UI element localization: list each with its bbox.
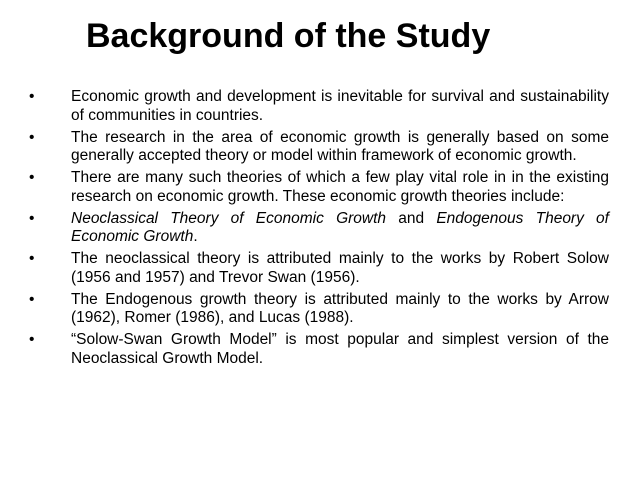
bullet-text: The neoclassical theory is attributed mainly to the works by Robert Solow (1956 and 1957) and Trevor Swan (1956). xyxy=(71,250,609,286)
bullet-text: Economic growth and development is inevitable for survival and sustainability of communities in countries. xyxy=(71,88,609,124)
bullet-item xyxy=(29,331,609,368)
bullet-marker: • xyxy=(29,88,35,105)
bullet-marker: • xyxy=(29,290,35,308)
bullet-item xyxy=(29,291,609,328)
slide-title: Background of the Study xyxy=(86,17,491,55)
bullet-text: “Solow-Swan Growth Model” is most popular and simplest version of the Neoclassical Growth Model. xyxy=(71,331,609,367)
bullet-text: The research in the area of economic growth is generally based on some generally accepted theory or model within framework of economic growth. xyxy=(71,128,609,164)
bullet-marker: • xyxy=(29,169,35,186)
bullet-end-punctuation: . xyxy=(193,228,198,245)
bullet-item xyxy=(29,250,609,287)
bullet-text: There are many such theories of which a few play vital role in in the existing research on economic growth. These economic growth theories include: xyxy=(71,169,609,205)
bullet-text: The Endogenous growth theory is attributed mainly to the works by Arrow (1962), Romer (1986), and Lucas (1988). xyxy=(71,290,609,326)
bullet-item xyxy=(29,169,609,206)
bullet-marker: • xyxy=(29,128,35,146)
bullet-marker: • xyxy=(29,250,35,267)
bullet-connector: and xyxy=(386,209,437,227)
bullet-marker: • xyxy=(29,331,35,348)
bullet-item xyxy=(29,210,609,247)
bullet-item xyxy=(29,129,609,166)
bullet-list xyxy=(29,88,609,372)
bullet-item xyxy=(29,88,609,125)
endogenous-theory-term: Endogenous Theory of Economic Growth xyxy=(71,209,609,245)
neoclassical-theory-term: Neoclassical Theory of Economic Growth xyxy=(71,209,387,227)
bullet-marker: • xyxy=(29,209,35,227)
